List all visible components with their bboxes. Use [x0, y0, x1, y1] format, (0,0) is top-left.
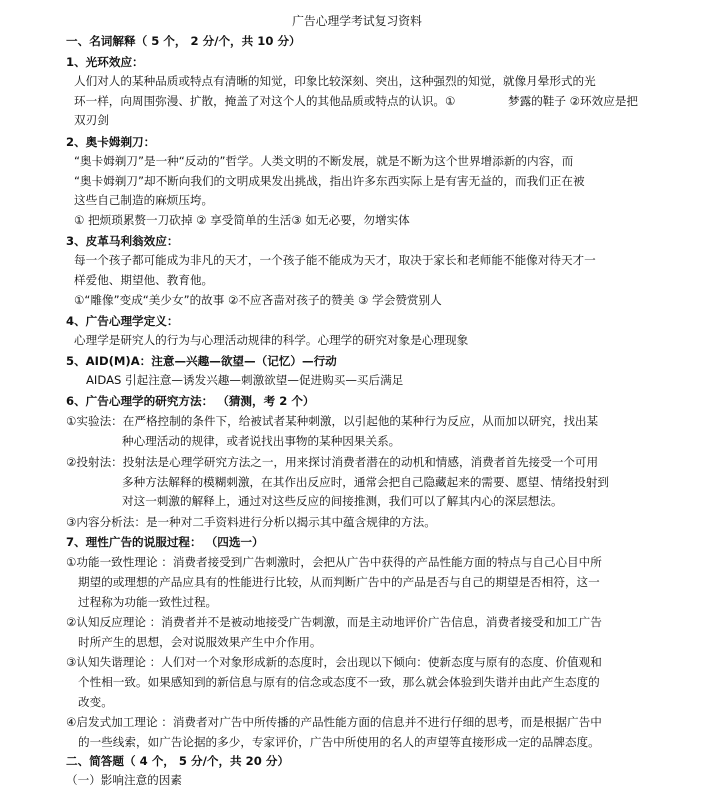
item2-heading: 2、奥卡姆剃刀：	[66, 135, 156, 149]
item7-line4: ②认知反应理论 ：消费者并不是被动地接受广告刺激，而是主动地评价广告信息，消费者接受和加工广告	[66, 615, 602, 629]
section1-heading: 一、名词解释（ 5 个， 2 分/个，共 10 分）	[66, 34, 301, 48]
item5-line1: AIDAS 引起注意—诱发兴趣—刺激欲望—促进购买—买后满足	[86, 373, 404, 387]
item6-line3: ②投射法：投射法是心理学研究方法之一，用来探讨消费者潜在的动机和情感，消费者首先接受一个可用	[66, 455, 599, 469]
item6-line2: 种心理活动的规律，或者说找出事物的某种因果关系。	[122, 434, 401, 448]
item6-line1: ①实验法：在严格控制的条件下，给被试者某种刺激，以引起他的某种行为反应，从而加以研究，找出某	[66, 414, 599, 428]
item6-line6: ③内容分析法：是一种对二手资料进行分析以揭示其中蕴含规律的方法。	[66, 515, 436, 529]
item7-line1: ①功能一致性理论 ：消费者接受到广告刺激时，会把从广告中获得的产品性能方面的特点与自己心目中所	[66, 555, 602, 569]
item7-line3: 过程称为功能一致性过程。	[78, 595, 218, 609]
item1-line2-tail: 梦露的鞋子 ②环效应是把	[508, 94, 639, 108]
item7-line7: 个性相一致。如果感知到的新信息与原有的信念或态度不一致，那么就会体验到失谐并由此产生态度的	[78, 675, 600, 689]
item1-line2: 环一样，向周围弥漫、扩散，掩盖了对这个人的其他品质或特点的认识。①	[74, 94, 456, 108]
section2-cut-line: （一）影响注意的因素	[66, 773, 182, 787]
item3-line1: 每一个孩子都可能成为非凡的天才，一个孩子能不能成为天才，取决于家长和老师能不能像对待天才一	[74, 253, 596, 267]
item6-line5: 对这一刺激的解释上，通过对这些反应的间接推测，我们可以了解其内心的深层想法。	[122, 494, 563, 508]
item6-heading: 6、广告心理学的研究方法： （猜测，考 2 个）	[66, 394, 315, 408]
item7-line9: ④启发式加工理论 ：消费者对广告中所传播的产品性能方面的信息并不进行仔细的思考，而是根据广告中	[66, 715, 602, 729]
item7-line5: 时所产生的思想，会对说服效果产生中介作用。	[78, 635, 322, 649]
item7-line8: 改变。	[78, 695, 113, 709]
item2-line1: “奥卡姆剃刀”是一种“反动的”哲学。人类文明的不断发展，就是不断为这个世界增添新的内容，而	[74, 154, 574, 168]
item3-heading: 3、皮革马利翁效应：	[66, 234, 179, 248]
item7-line6: ③认知失谐理论 ：人们对一个对象形成新的态度时，会出现以下倾向：使新态度与原有的态度、价值观和	[66, 655, 602, 669]
item2-line2: “奥卡姆剃刀”却不断向我们的文明成果发出挑战，指出许多东西实际上是有害无益的，而我们正在被	[74, 174, 585, 188]
item2-line3: 这些自己制造的麻烦压垮。	[74, 193, 214, 207]
item2-line4: ① 把烦琐累赘一刀砍掉 ② 享受简单的生活③ 如无必要，勿增实体	[74, 213, 410, 227]
item7-line2: 期望的或理想的产品应具有的性能进行比较，从而判断广告中的产品是否与自己的期望是否相符，这一	[78, 575, 600, 589]
item4-heading: 4、广告心理学定义：	[66, 314, 179, 328]
document-title: 广告心理学考试复习资料	[292, 14, 422, 28]
item7-line10: 的一些线索，如广告论据的多少，专家评价，广告中所使用的名人的声望等直接形成一定的品牌态度。	[78, 735, 600, 749]
item1-line1: 人们对人的某种品质或特点有清晰的知觉，印象比较深刻、突出，这种强烈的知觉，就像月晕形式的光	[74, 74, 596, 88]
item1-line3: 双刃剑	[74, 113, 109, 127]
item7-heading: 7、理性广告的说服过程： （四选一）	[66, 535, 264, 549]
item4-line1: 心理学是研究人的行为与心理活动规律的科学。心理学的研究对象是心理现象	[74, 333, 469, 347]
item1-heading: 1、光环效应：	[66, 55, 144, 69]
item3-line3: ①“雕像”变成“美少女”的故事 ②不应吝啬对孩子的赞美 ③ 学会赞赏别人	[74, 293, 442, 307]
item5-heading: 5、AID(M)A：注意—兴趣—欲望—（记忆）—行动	[66, 354, 337, 368]
section2-heading: 二、简答题（ 4 个， 5 分/个，共 20 分）	[66, 754, 290, 768]
item3-line2: 样爱他、期望他、教育他。	[74, 273, 214, 287]
item6-line4: 多种方法解释的模糊刺激，在其作出反应时，通常会把自己隐藏起来的需要、愿望、情绪投射到	[122, 475, 609, 489]
